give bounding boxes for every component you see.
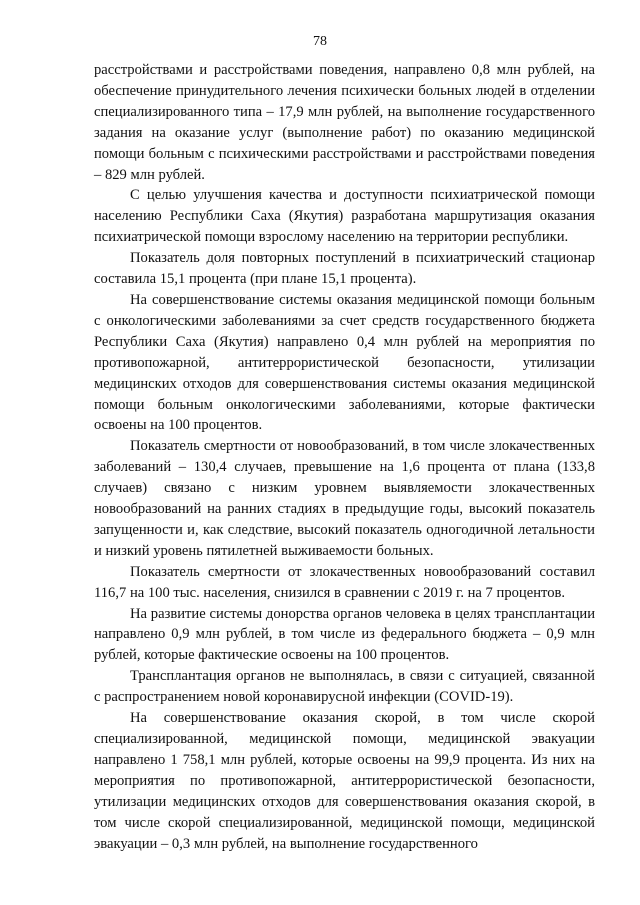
paragraph-continuation: расстройствами и расстройствами поведения, направлено 0,8 млн рублей, на обеспечение принудительного лечения психически больных людей в отделении специализированного типа – 17,9 млн рублей, на выполнение государственного задания на оказание услуг (выполнение работ) по оказанию медицинской помощи больным с психическими расстройствами и расстройствами поведения – 829 млн рублей. bbox=[94, 62, 595, 183]
paragraph-neoplasm-mortality: Показатель смертности от новообразований, в том числе злокачественных заболеваний – 130,4 случаев, превышение на 1,6 процента от плана (133,8 случаев) связано с низким уровнем выявляемости злокачественных новообразований на ранних стадиях в предыдущие годы, высокий показатель запущенности и, как следствие, высокий показатель одногодичной летальности и низкий уровень пятилетней выживаемости больных. bbox=[94, 438, 595, 559]
paragraph-donation-funding: На развитие системы донорства органов человека в целях трансплантации направлено 0,9 млн рублей, в том числе из федерального бюджета – 0,9 млн рублей, которые фактические освоены на 100 процентов. bbox=[94, 605, 595, 664]
paragraph-transplantation: Трансплантация органов не выполнялась, в связи с ситуацией, связанной с распространением новой коронавирусной инфекции (COVID-19). bbox=[94, 668, 595, 706]
paragraph-psychiatric-routing: С целью улучшения качества и доступности психиатрической помощи населению Республики Саха (Якутия) разработана маршрутизация оказания психиатрической помощи взрослому населению на территории республики. bbox=[94, 187, 595, 246]
paragraph-emergency-care: На совершенствование оказания скорой, в том числе скорой специализированной, медицинской помощи, медицинской эвакуации направлено 1 758,1 млн рублей, которые освоены на 99,9 процента. Из них на мероприятия по противопожарной, антитеррористической безопасности, утилизации медицинских отходов для совершенствования оказания скорой, в том числе скорой специализированной, медицинской помощи, медицинской эвакуации – 0,3 млн рублей, на выполнение государственного bbox=[94, 710, 595, 852]
paragraph-readmission-rate: Показатель доля повторных поступлений в психиатрический стационар составила 15,1 процента (при плане 15,1 процента). bbox=[94, 250, 595, 288]
paragraph-oncology-funding: На совершенствование системы оказания медицинской помощи больным с онкологическими заболеваниями за счет средств государственного бюджета Республики Саха (Якутия) направлено 0,4 млн рублей на мероприятия по противопожарной, антитеррористической безопасности, утилизации медицинских отходов для совершенствования системы оказания медицинской помощи больным онкологическими заболеваниями, которые фактически освоены на 100 процентов. bbox=[94, 291, 595, 434]
document-body bbox=[94, 60, 595, 854]
page-number: 78 bbox=[313, 34, 327, 49]
paragraph-malignant-mortality: Показатель смертности от злокачественных новообразований составил 116,7 на 100 тыс. населения, снизился в сравнении с 2019 г. на 7 процентов. bbox=[94, 563, 595, 601]
